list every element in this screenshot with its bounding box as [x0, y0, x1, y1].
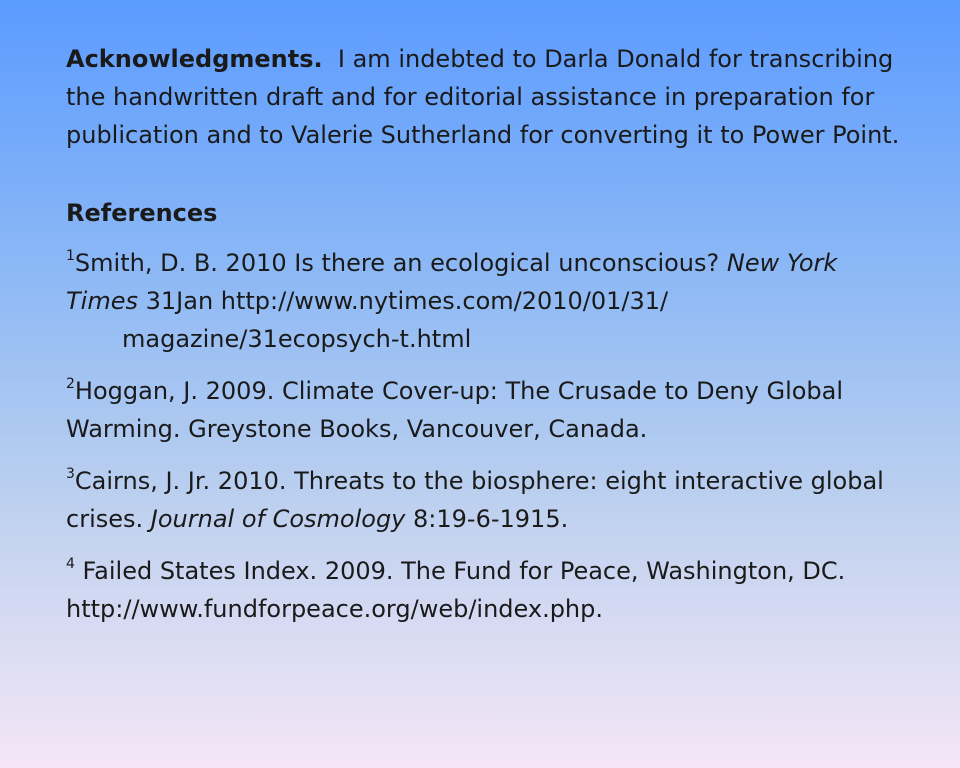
reference-text: Failed States Index. 2009. The Fund for Peace, Washington, DC. http://www.fundforpeace.org/web/index.php.	[66, 557, 846, 623]
reference-item-1	[66, 244, 906, 358]
reference-journal: Journal of Cosmology	[150, 505, 406, 533]
acknowledgments-text: I am indebted to Darla Donald for transcribing the handwritten draft and for editorial assistance in preparation for publication and to Valerie Sutherland for converting it to Power Point.	[66, 45, 900, 149]
acknowledgments-paragraph	[66, 40, 906, 154]
acknowledgments-heading: Acknowledgments.	[66, 45, 323, 73]
reference-number: 3	[66, 466, 75, 482]
reference-continuation: magazine/31ecopsych-t.html	[122, 325, 472, 353]
references-list	[66, 244, 910, 628]
reference-text: 31Jan http://www.nytimes.com/2010/01/31/	[137, 287, 669, 315]
reference-text: 8:19-6-1915.	[405, 505, 569, 533]
reference-text: Smith, D. B. 2010 Is there an ecological unconscious?	[74, 249, 727, 277]
reference-text: Cairns, J. Jr. 2010. Threats to the biosphere: eight interactive global crises.	[66, 467, 884, 533]
references-heading: References	[66, 199, 218, 227]
reference-number: 2	[66, 376, 75, 392]
reference-number: 1	[66, 248, 75, 264]
reference-number: 4	[66, 556, 75, 572]
reference-item-3	[66, 462, 906, 538]
reference-journal: New York Times	[66, 249, 838, 315]
reference-item-2	[66, 372, 906, 448]
reference-item-4	[66, 552, 906, 628]
reference-text: Hoggan, J. 2009. Climate Cover-up: The Crusade to Deny Global Warming. Greystone Books, Vancouver, Canada.	[66, 377, 844, 443]
